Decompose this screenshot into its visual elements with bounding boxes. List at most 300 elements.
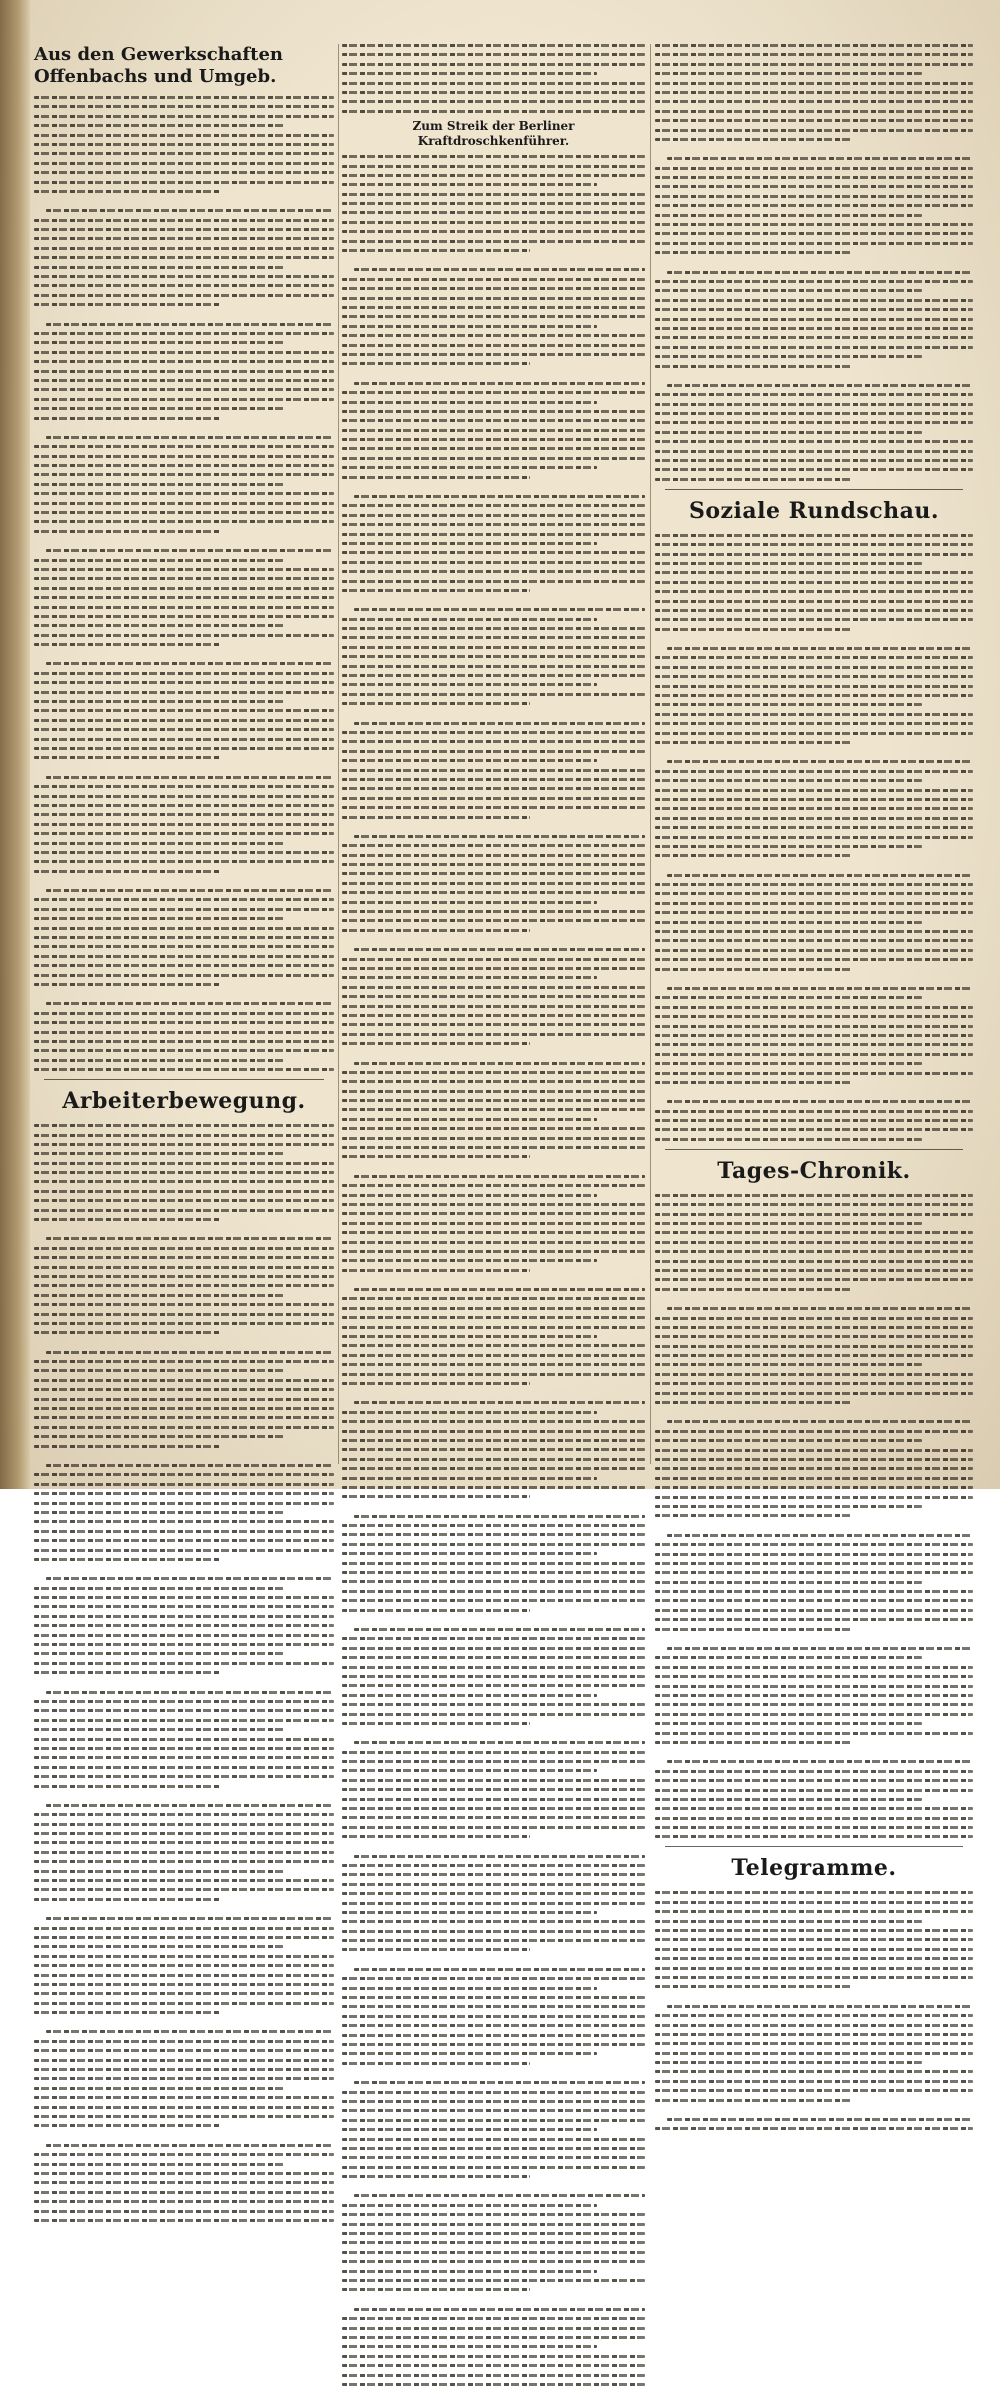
text-line (34, 341, 286, 344)
article-body (342, 44, 645, 113)
paragraph-gap (655, 1524, 973, 1534)
text-line (34, 181, 334, 184)
section-heading: Zum Streik der Berliner Kraftdroschkenführer. (412, 119, 575, 149)
text-line (34, 1143, 334, 1146)
text-line (46, 436, 334, 439)
paragraph-gap (342, 938, 645, 948)
text-line (342, 1382, 530, 1385)
text-line (655, 1807, 973, 1810)
text-line (655, 883, 973, 886)
text-line (342, 2270, 597, 2273)
text-line (655, 2127, 973, 2130)
text-line (655, 63, 973, 66)
section-heading: Tages-Chronik. (717, 1157, 911, 1184)
text-line (34, 502, 334, 505)
text-line (342, 306, 645, 309)
text-line (34, 1549, 334, 1552)
text-line (342, 1590, 645, 1593)
text-line (342, 2232, 645, 2235)
text-line (354, 1515, 645, 1518)
text-line (34, 1992, 334, 1995)
text-line (655, 1957, 973, 1960)
text-line (655, 1628, 852, 1631)
text-line (354, 1401, 645, 1404)
paragraph-gap (655, 2108, 973, 2118)
text-line (46, 776, 334, 779)
text-line (34, 1256, 334, 1259)
text-line (342, 731, 645, 734)
text-line (34, 360, 334, 363)
text-line (342, 627, 645, 630)
text-line (655, 949, 973, 952)
text-line (667, 1420, 973, 1423)
text-line (655, 2052, 973, 2055)
text-line (342, 476, 530, 479)
text-line (342, 2204, 597, 2207)
text-line (655, 807, 973, 810)
text-line (342, 2005, 645, 2008)
text-line (34, 945, 334, 948)
text-line (655, 2070, 973, 2073)
text-line (342, 1297, 645, 1300)
text-line (655, 722, 973, 725)
text-line (342, 1703, 645, 1706)
text-line (354, 722, 645, 725)
text-line (655, 421, 973, 424)
text-line (655, 1732, 973, 1735)
text-line (342, 2223, 645, 2226)
section-heading: Soziale Rundschau. (688, 497, 940, 524)
text-line (655, 1713, 973, 1716)
text-line (342, 1902, 645, 1905)
text-line (34, 738, 334, 741)
text-line (342, 1250, 645, 1253)
paragraph-gap (34, 879, 334, 889)
text-line (342, 1108, 645, 1111)
text-line (342, 872, 645, 875)
text-line (342, 1798, 645, 1801)
text-line (655, 996, 922, 999)
text-line (655, 968, 852, 971)
text-line (46, 1804, 334, 1807)
text-line (34, 266, 286, 269)
text-line (34, 379, 334, 382)
text-line (342, 1326, 645, 1329)
text-line (34, 1124, 334, 1127)
text-line (655, 412, 973, 415)
text-line (342, 1231, 645, 1234)
text-line (342, 1241, 645, 1244)
text-line (342, 193, 645, 196)
text-line (342, 1354, 645, 1357)
text-line (34, 1775, 334, 1778)
paragraph-gap (655, 147, 973, 157)
text-line (342, 551, 645, 554)
text-line (655, 1194, 973, 1197)
text-line (342, 1439, 645, 1442)
text-line (342, 1996, 645, 1999)
text-line (342, 1930, 645, 1933)
text-line (655, 1025, 973, 1028)
text-line (34, 2002, 334, 2005)
text-line (34, 1634, 334, 1637)
paragraph-gap (342, 1052, 645, 1062)
text-line (655, 1553, 973, 1556)
text-line (342, 1477, 597, 1480)
text-line (655, 1826, 973, 1829)
text-line (354, 608, 645, 611)
text-line (655, 346, 973, 349)
text-line (34, 898, 334, 901)
paragraph-gap (342, 1731, 645, 1741)
text-line (34, 2163, 286, 2166)
text-line (342, 740, 645, 743)
text-line (34, 756, 220, 759)
paragraph-gap (342, 2298, 645, 2308)
paragraph-gap (342, 712, 645, 722)
text-line (342, 1373, 645, 1376)
text-line (34, 1190, 334, 1193)
article-body (342, 155, 645, 2386)
text-line (342, 401, 597, 404)
text-line (34, 2181, 334, 2184)
column-3 (655, 44, 973, 1882)
text-line (342, 986, 645, 989)
text-line (34, 2219, 334, 2222)
text-line (34, 2115, 334, 2118)
text-line (655, 854, 852, 857)
text-line (655, 223, 973, 226)
text-line (655, 1458, 973, 1461)
text-line (354, 1968, 645, 1971)
text-line (34, 351, 334, 354)
text-line (34, 1313, 334, 1316)
text-line (655, 167, 973, 170)
text-line (342, 53, 645, 56)
text-line (342, 2317, 645, 2320)
paragraph-gap (655, 1750, 973, 1760)
paragraph-gap (655, 261, 973, 271)
text-line (342, 325, 597, 328)
text-line (342, 523, 645, 526)
text-line (342, 2015, 645, 2018)
text-line (342, 1099, 645, 1102)
text-line (655, 1967, 973, 1970)
text-line (34, 1709, 334, 1712)
text-line (34, 1502, 334, 1505)
text-line (34, 615, 334, 618)
text-line (655, 2099, 852, 2102)
text-line (342, 816, 530, 819)
text-line (342, 1977, 645, 1980)
article-body (655, 534, 973, 1141)
text-line (34, 2059, 334, 2062)
text-line (655, 1685, 973, 1688)
text-line (354, 1741, 645, 1744)
text-line (342, 2034, 645, 2037)
text-line (655, 1817, 973, 1820)
text-line (655, 1562, 973, 1565)
text-line (34, 228, 334, 231)
text-line (342, 91, 645, 94)
text-line (34, 974, 334, 977)
text-line (34, 1266, 334, 1269)
article-body (655, 1891, 973, 2130)
text-line (34, 417, 220, 420)
text-line (34, 1520, 334, 1523)
text-line (655, 1062, 922, 1065)
text-line (34, 1539, 334, 1542)
text-line (34, 1331, 220, 1334)
text-line (655, 1053, 973, 1056)
text-line (655, 1835, 973, 1838)
text-line (655, 1779, 973, 1782)
text-line (655, 1798, 922, 1801)
text-line (34, 2087, 286, 2090)
text-line (34, 2068, 334, 2071)
text-line (342, 44, 645, 47)
text-line (46, 1691, 334, 1694)
text-line (46, 1237, 334, 1240)
text-line (46, 549, 334, 552)
text-line (655, 1514, 852, 1517)
text-line (342, 958, 645, 961)
text-line (655, 1382, 973, 1385)
text-line (655, 195, 973, 198)
text-line (34, 1766, 334, 1769)
text-line (667, 384, 973, 387)
text-line (342, 1751, 645, 1754)
text-line (342, 1571, 645, 1574)
text-line (342, 1212, 645, 1215)
text-line (34, 1955, 334, 1958)
text-line (34, 1643, 334, 1646)
text-line (342, 1344, 645, 1347)
text-line (342, 202, 645, 205)
text-line (34, 1615, 334, 1618)
paragraph-gap (342, 2184, 645, 2194)
text-line (34, 842, 286, 845)
text-line (342, 750, 645, 753)
text-line (34, 388, 334, 391)
text-line (655, 1477, 973, 1480)
text-line (34, 1171, 334, 1174)
text-line (342, 976, 597, 979)
text-line (655, 2033, 973, 2036)
text-line (34, 303, 220, 306)
text-line (342, 778, 645, 781)
text-line (46, 1464, 334, 1467)
text-line (342, 1335, 597, 1338)
text-line (342, 174, 645, 177)
text-line (655, 100, 973, 103)
text-line (667, 1307, 973, 1310)
text-line (34, 190, 220, 193)
text-line (342, 230, 645, 233)
text-line (342, 514, 645, 517)
text-line (342, 787, 645, 790)
text-line (655, 1260, 973, 1263)
text-line (46, 1351, 334, 1354)
text-line (655, 1269, 973, 1272)
text-line (342, 674, 645, 677)
text-line (34, 370, 334, 373)
text-line (34, 2011, 220, 2014)
text-line (655, 1006, 973, 1009)
text-line (34, 1360, 334, 1363)
text-line (655, 618, 973, 621)
text-line (655, 440, 973, 443)
text-line (342, 1524, 645, 1527)
text-line (34, 568, 334, 571)
text-line (655, 129, 973, 132)
text-line (34, 1407, 334, 1410)
paragraph-gap (34, 1341, 334, 1351)
text-line (342, 589, 530, 592)
text-line (655, 1675, 973, 1678)
text-line (342, 2128, 597, 2131)
text-line (655, 1373, 973, 1376)
text-line (342, 362, 530, 365)
text-line (34, 1369, 286, 1372)
text-line (342, 1873, 645, 1876)
text-line (655, 703, 922, 706)
text-line (34, 1898, 220, 1901)
text-line (34, 511, 334, 514)
text-line (342, 1203, 645, 1206)
text-line (655, 609, 973, 612)
text-line (655, 1656, 922, 1659)
text-line (655, 1770, 973, 1773)
text-line (354, 268, 645, 271)
text-line (342, 854, 645, 857)
text-line (34, 1031, 334, 1034)
text-line (34, 634, 334, 637)
text-line (342, 1675, 645, 1678)
text-line (342, 429, 645, 432)
text-line (34, 1964, 334, 1967)
text-line (34, 1671, 220, 1674)
text-line (655, 1581, 922, 1584)
text-line (342, 1694, 597, 1697)
text-line (342, 2043, 645, 2046)
text-line (655, 770, 973, 773)
text-line (34, 1652, 286, 1655)
text-line (34, 1199, 334, 1202)
text-line (342, 702, 530, 705)
text-line (655, 242, 973, 245)
text-line (34, 1823, 334, 1826)
text-line (34, 643, 220, 646)
text-line (655, 675, 973, 678)
text-line (655, 1543, 973, 1546)
text-line (342, 63, 645, 66)
paragraph-gap (342, 598, 645, 608)
text-line (342, 901, 597, 904)
paragraph-gap (34, 199, 334, 209)
text-line (342, 2336, 645, 2339)
text-line (655, 1891, 973, 1894)
text-line (342, 2383, 645, 2386)
text-line (342, 2156, 645, 2159)
text-line (34, 1841, 334, 1844)
text-line (46, 1917, 334, 1920)
text-line (342, 2327, 645, 2330)
paragraph-gap (655, 374, 973, 384)
text-line (655, 2024, 973, 2027)
text-line (34, 1860, 334, 1863)
text-line (655, 1467, 973, 1470)
text-line (342, 82, 645, 85)
text-line (655, 732, 973, 735)
text-line (655, 110, 973, 113)
text-line (34, 1068, 334, 1071)
text-line (34, 1180, 334, 1183)
text-line (655, 1015, 973, 1018)
text-line (342, 1184, 645, 1187)
text-line (342, 1042, 530, 1045)
text-line (342, 2024, 645, 2027)
text-line (667, 2005, 973, 2008)
text-line (342, 1080, 645, 1083)
text-line (342, 457, 645, 460)
text-line (655, 318, 973, 321)
text-line (34, 2040, 334, 2043)
text-line (46, 1577, 334, 1580)
text-line (655, 1599, 973, 1602)
text-line (34, 256, 334, 259)
text-line (342, 797, 645, 800)
text-line (34, 860, 334, 863)
text-line (34, 1218, 220, 1221)
text-line (46, 209, 334, 212)
section-divider (665, 1846, 963, 1847)
text-line (655, 666, 973, 669)
text-line (655, 817, 973, 820)
text-line (34, 520, 334, 523)
text-line (34, 275, 334, 278)
paragraph-gap (34, 1681, 334, 1691)
text-line (342, 1769, 597, 1772)
text-line (342, 2241, 645, 2244)
text-line (34, 1587, 286, 1590)
text-line (46, 889, 334, 892)
text-line (34, 917, 286, 920)
text-line (34, 577, 334, 580)
text-line (667, 647, 973, 650)
text-line (342, 1609, 530, 1612)
text-line (655, 1326, 973, 1329)
text-line (342, 72, 597, 75)
paragraph-gap (655, 1995, 973, 2005)
text-line (655, 1449, 973, 1452)
text-line (342, 1222, 645, 1225)
text-line (34, 492, 334, 495)
text-line (34, 1936, 334, 1939)
text-line (342, 769, 645, 772)
text-line (34, 1945, 286, 1948)
text-line (34, 964, 334, 967)
paragraph-gap (342, 1391, 645, 1401)
text-line (34, 870, 220, 873)
text-line (667, 987, 973, 990)
text-line (34, 1303, 334, 1306)
text-line (655, 1789, 973, 1792)
text-line (655, 1929, 973, 1932)
text-line (34, 2172, 334, 2175)
text-line (342, 967, 645, 970)
text-line (655, 232, 973, 235)
